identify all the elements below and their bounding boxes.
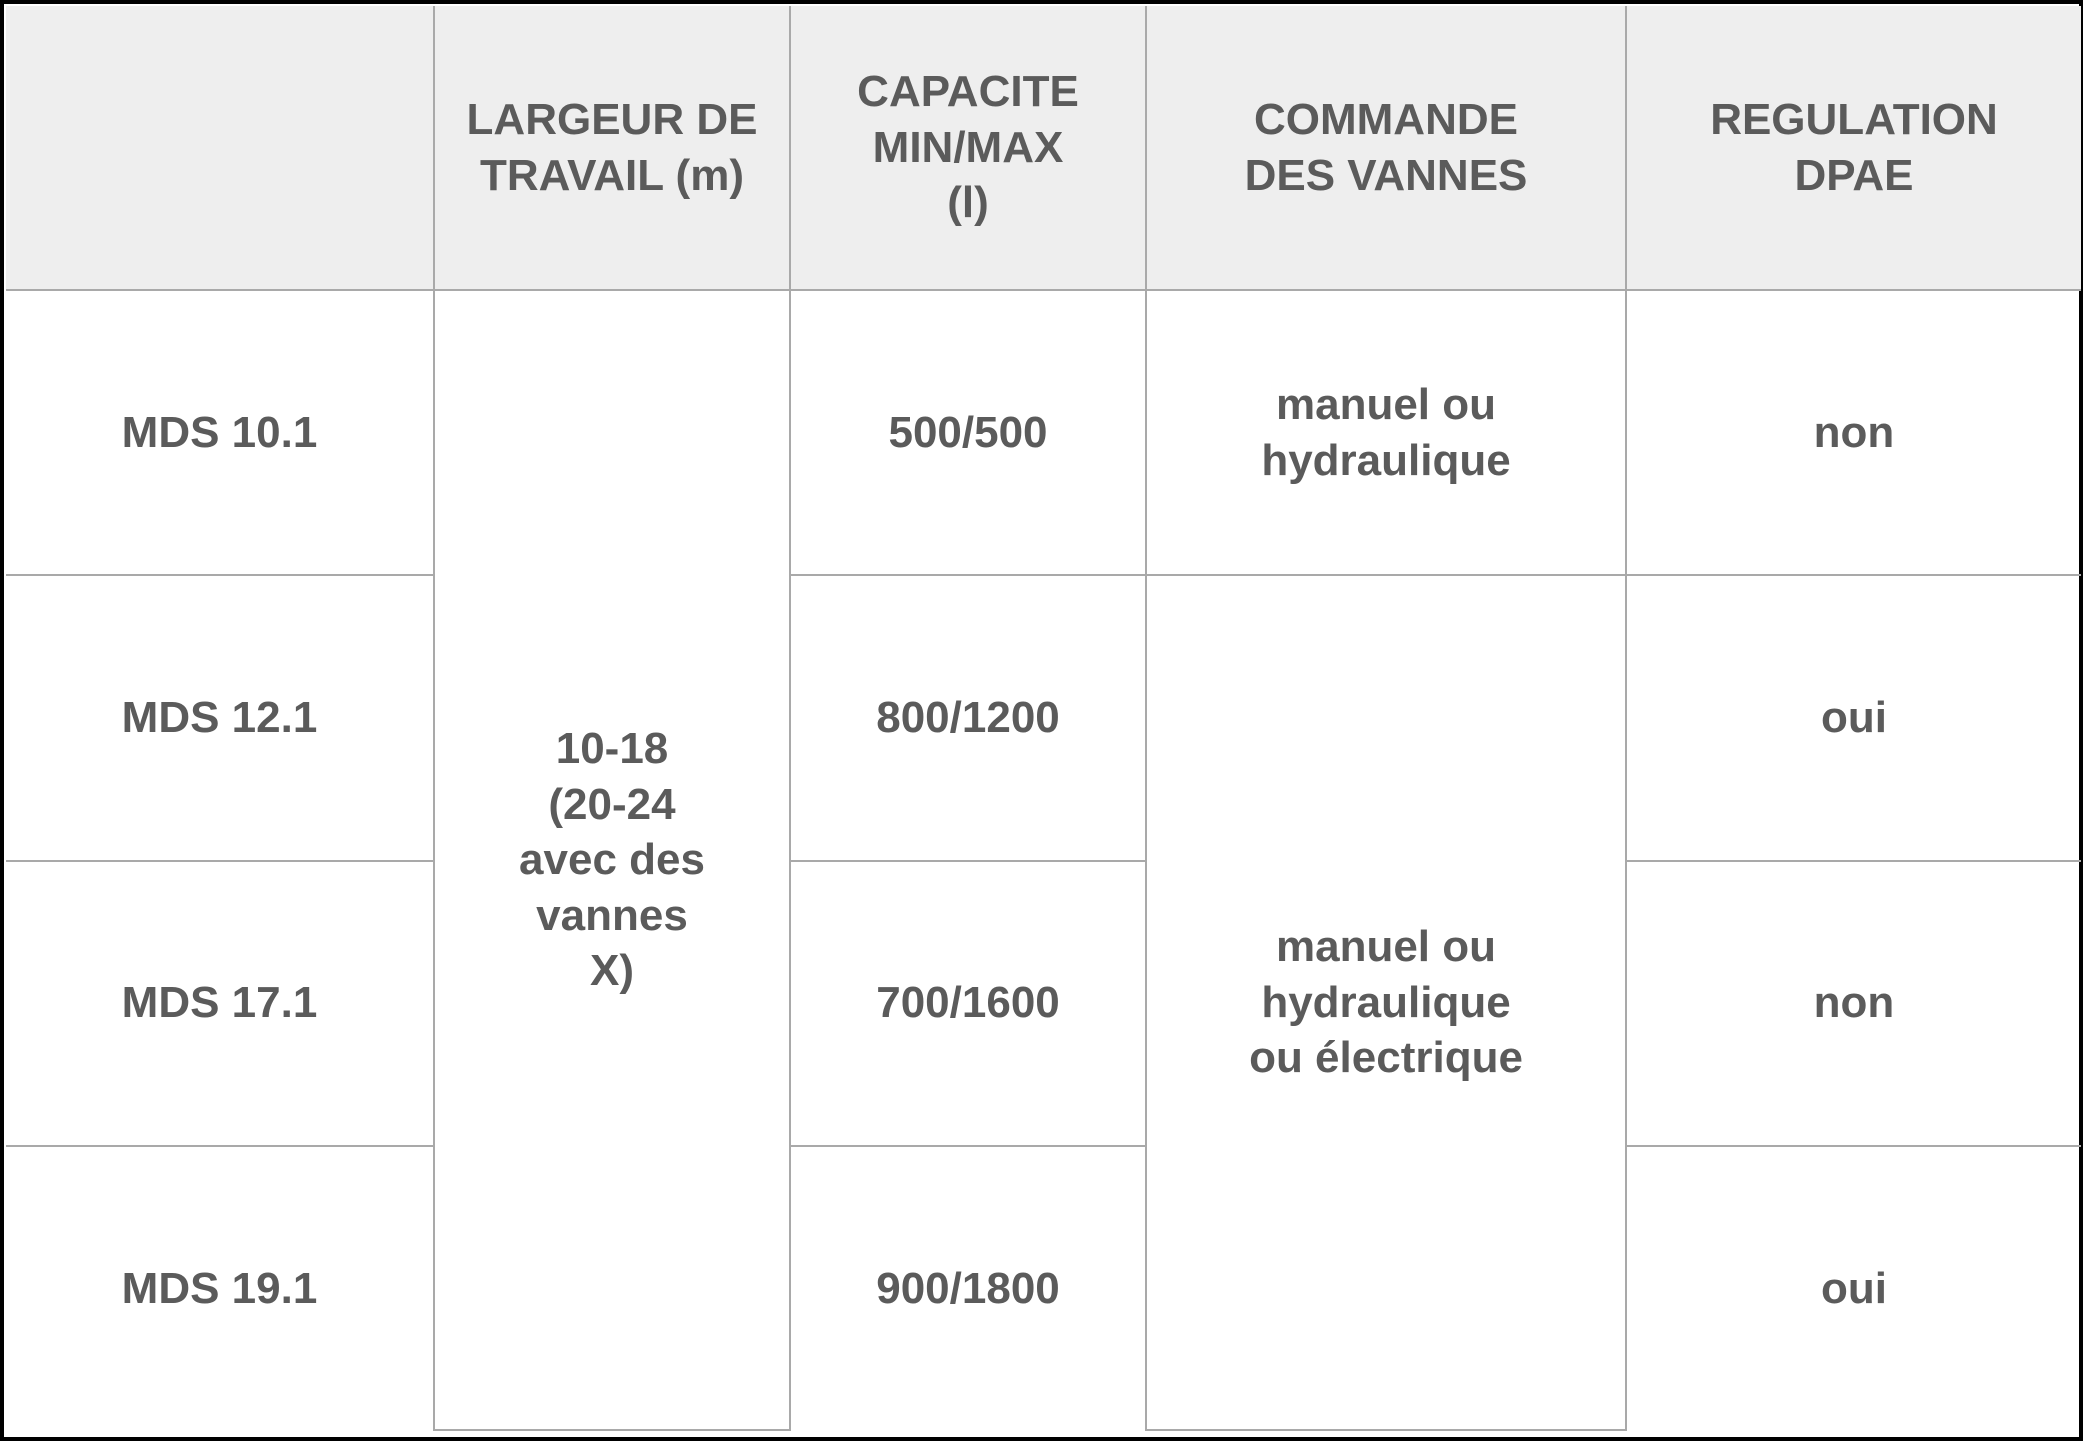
- table-row: [6, 861, 2081, 1146]
- cell-capacity: 700/1600: [790, 861, 1146, 1146]
- header-regulation: REGULATION DPAE: [1626, 6, 2081, 290]
- cell-regulation: oui: [1626, 1146, 2081, 1430]
- header-valve-control: COMMANDE DES VANNES: [1146, 6, 1626, 290]
- cell-working-width: 10-18 (20-24 avec des vannes X): [434, 290, 790, 1430]
- cell-capacity: 500/500: [790, 290, 1146, 575]
- table-row: [6, 290, 2081, 575]
- cell-valve-control: manuel ou hydraulique: [1146, 290, 1626, 575]
- spec-table: [6, 6, 2081, 1431]
- header-working-width: LARGEUR DE TRAVAIL (m): [434, 6, 790, 290]
- cell-valve-control: manuel ou hydraulique ou électrique: [1146, 575, 1626, 1430]
- table-row: [6, 575, 2081, 860]
- header-row: [6, 6, 2081, 290]
- cell-model: MDS 12.1: [6, 575, 434, 860]
- cell-capacity: 900/1800: [790, 1146, 1146, 1430]
- table-row: [6, 1146, 2081, 1430]
- cell-model: MDS 10.1: [6, 290, 434, 575]
- cell-model: MDS 19.1: [6, 1146, 434, 1430]
- cell-regulation: oui: [1626, 575, 2081, 860]
- header-model: [6, 6, 434, 290]
- header-capacity: CAPACITE MIN/MAX (l): [790, 6, 1146, 290]
- cell-model: MDS 17.1: [6, 861, 434, 1146]
- cell-capacity: 800/1200: [790, 575, 1146, 860]
- cell-regulation: non: [1626, 861, 2081, 1146]
- cell-regulation: non: [1626, 290, 2081, 575]
